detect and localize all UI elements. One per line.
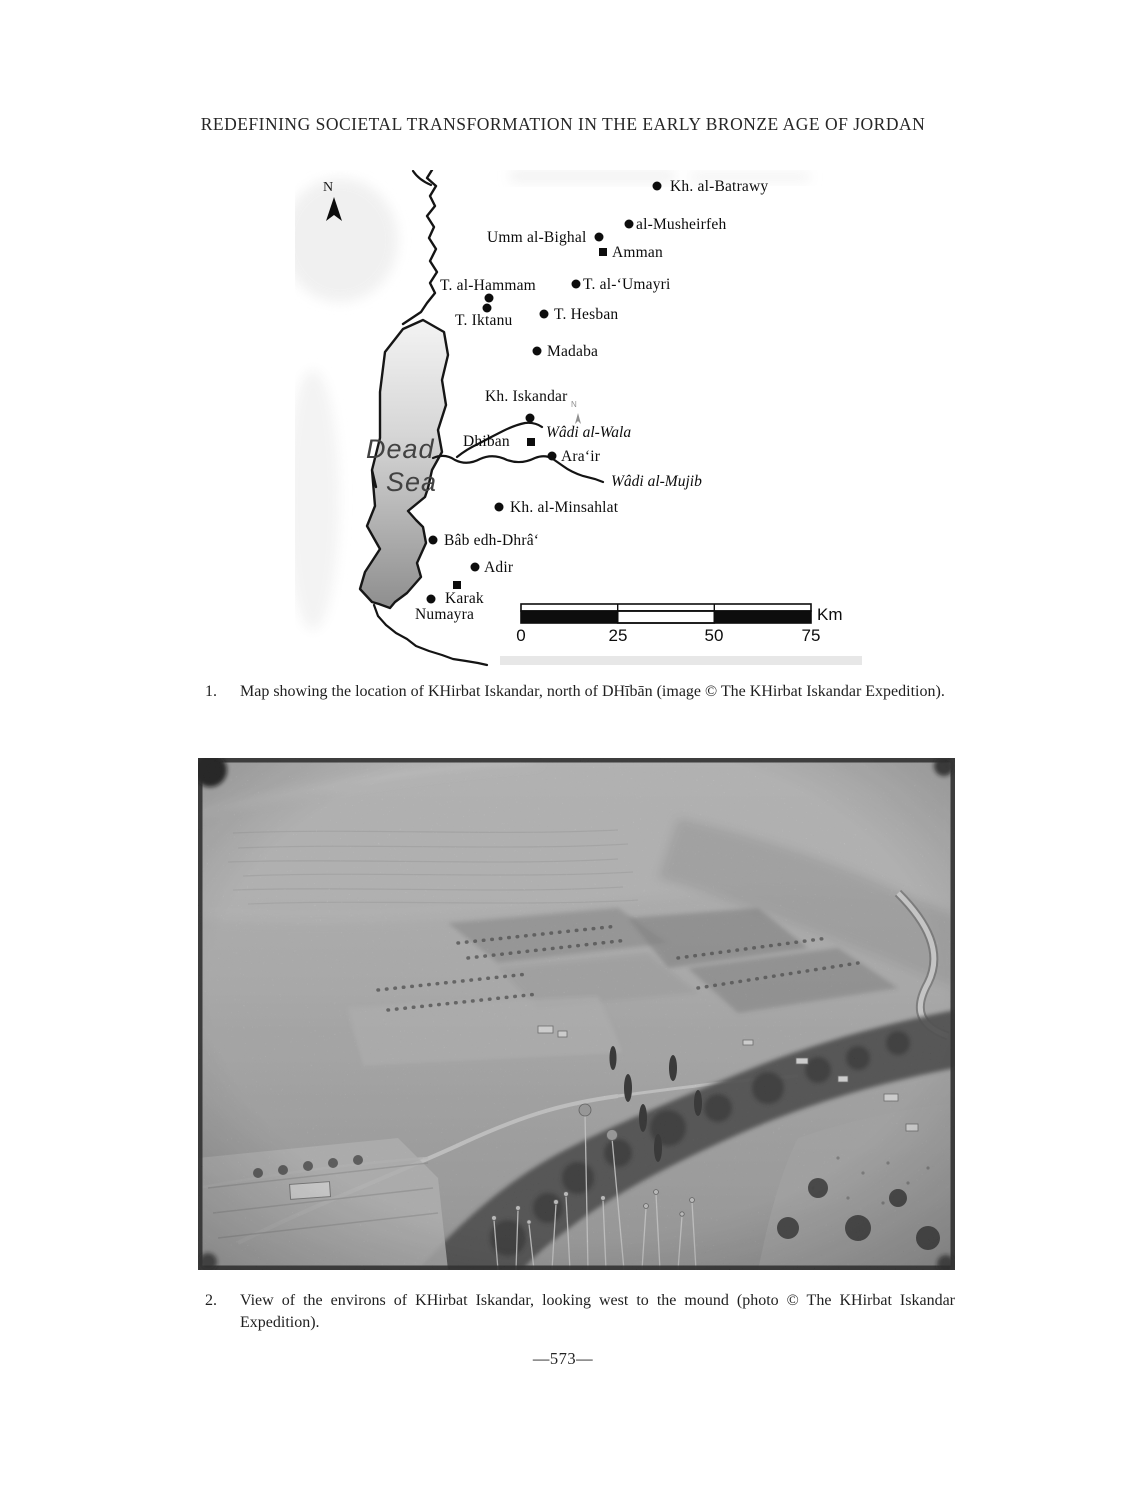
- map-marker-numayra: [427, 595, 436, 604]
- map-marker-t-al-umayri: [572, 280, 581, 289]
- dead-sea-label-0: Dead: [366, 434, 435, 464]
- figure1-caption-text: Map showing the location of KHirbat Iskandar, north of DHībān (image © The KHirbat Iskandar Expedition).: [240, 683, 945, 700]
- scale-bar: [521, 604, 811, 623]
- scale-unit: Km: [817, 605, 843, 624]
- map-marker-karak: [453, 581, 461, 589]
- map-marker-t-hesban: [540, 310, 549, 319]
- map-marker-umm-al-bighal: [595, 233, 604, 242]
- scan-wash: [295, 370, 339, 630]
- scale-tick-0: 0: [516, 626, 526, 645]
- map-marker-madaba: [533, 347, 542, 356]
- map-label-arair: Ara‘ir: [561, 448, 601, 465]
- map-label-dhiban: Dhiban: [463, 433, 510, 450]
- figure2-caption: [205, 1290, 955, 1333]
- map-marker-kh-al-minsahlat: [495, 503, 504, 512]
- dead-sea: [360, 320, 448, 608]
- map-marker-hammam-dot-1: [485, 294, 494, 303]
- map-label-kh-iskandar: Kh. Iskandar: [485, 388, 568, 405]
- wadi-label-wadi-al-mujib: Wâdi al-Mujib: [611, 473, 702, 490]
- map-marker-al-musheirfeh: [625, 220, 634, 229]
- map-marker-arair: [548, 452, 557, 461]
- mini-north-arrow-label: N: [571, 400, 577, 409]
- wadi-label-wadi-al-wala: Wâdi al-Wala: [546, 424, 632, 441]
- map-marker-dhiban: [527, 438, 535, 446]
- map-bottom-strip: [500, 656, 862, 665]
- map-label-adir: Adir: [484, 559, 514, 576]
- scale-tick-50: 50: [704, 626, 724, 645]
- map-marker-amman: [599, 248, 607, 256]
- map-label-t-iktanu: T. Iktanu: [455, 312, 513, 329]
- map-marker-kh-iskandar: [526, 414, 535, 423]
- map-label-numayra: Numayra: [415, 606, 475, 623]
- scan-wash: [295, 178, 398, 302]
- figure2-number: 2.: [205, 1292, 217, 1309]
- map-label-t-al-umayri: T. al-‘Umayri: [583, 276, 671, 293]
- environs-photo: [198, 758, 955, 1270]
- map-marker-bab-edh-dhra: [429, 536, 438, 545]
- site-map: [295, 170, 862, 670]
- map-label-t-hesban: T. Hesban: [554, 306, 619, 323]
- jordan-river: [403, 170, 437, 324]
- scale-tick-75: 75: [801, 626, 821, 645]
- map-label-al-musheirfeh: al-Musheirfeh: [636, 216, 727, 233]
- map-label-umm-al-bighal: Umm al-Bighal: [487, 229, 587, 246]
- dead-sea-label-1: Sea: [386, 467, 438, 497]
- running-head: REDEFINING SOCIETAL TRANSFORMATION IN THE EARLY BRONZE AGE OF JORDAN: [200, 114, 926, 134]
- scan-wash: [510, 170, 675, 182]
- map-label-kh-al-batrawy: Kh. al-Batrawy: [670, 178, 769, 195]
- map-marker-kh-al-batrawy: [653, 182, 662, 191]
- figure1-number: 1.: [205, 683, 217, 700]
- figure2-caption-text: View of the environs of KHirbat Iskandar, looking west to the mound (photo © The KHirbat Iskandar Expedition).: [240, 1292, 955, 1331]
- map-label-karak: Karak: [445, 590, 484, 607]
- map-label-kh-al-minsahlat: Kh. al-Minsahlat: [510, 499, 619, 516]
- map-marker-adir: [471, 563, 480, 572]
- map-label-madaba: Madaba: [547, 343, 599, 360]
- map-label-bab-edh-dhra: Bâb edh-Dhrâ‘: [444, 532, 540, 549]
- north-arrow-label: N: [323, 180, 334, 195]
- map-label-amman: Amman: [612, 244, 663, 261]
- figure1-caption: [205, 681, 955, 703]
- scale-tick-25: 25: [608, 626, 628, 645]
- page-number: —573—: [532, 1349, 594, 1368]
- map-label-t-al-hammam: T. al-Hammam: [440, 277, 536, 294]
